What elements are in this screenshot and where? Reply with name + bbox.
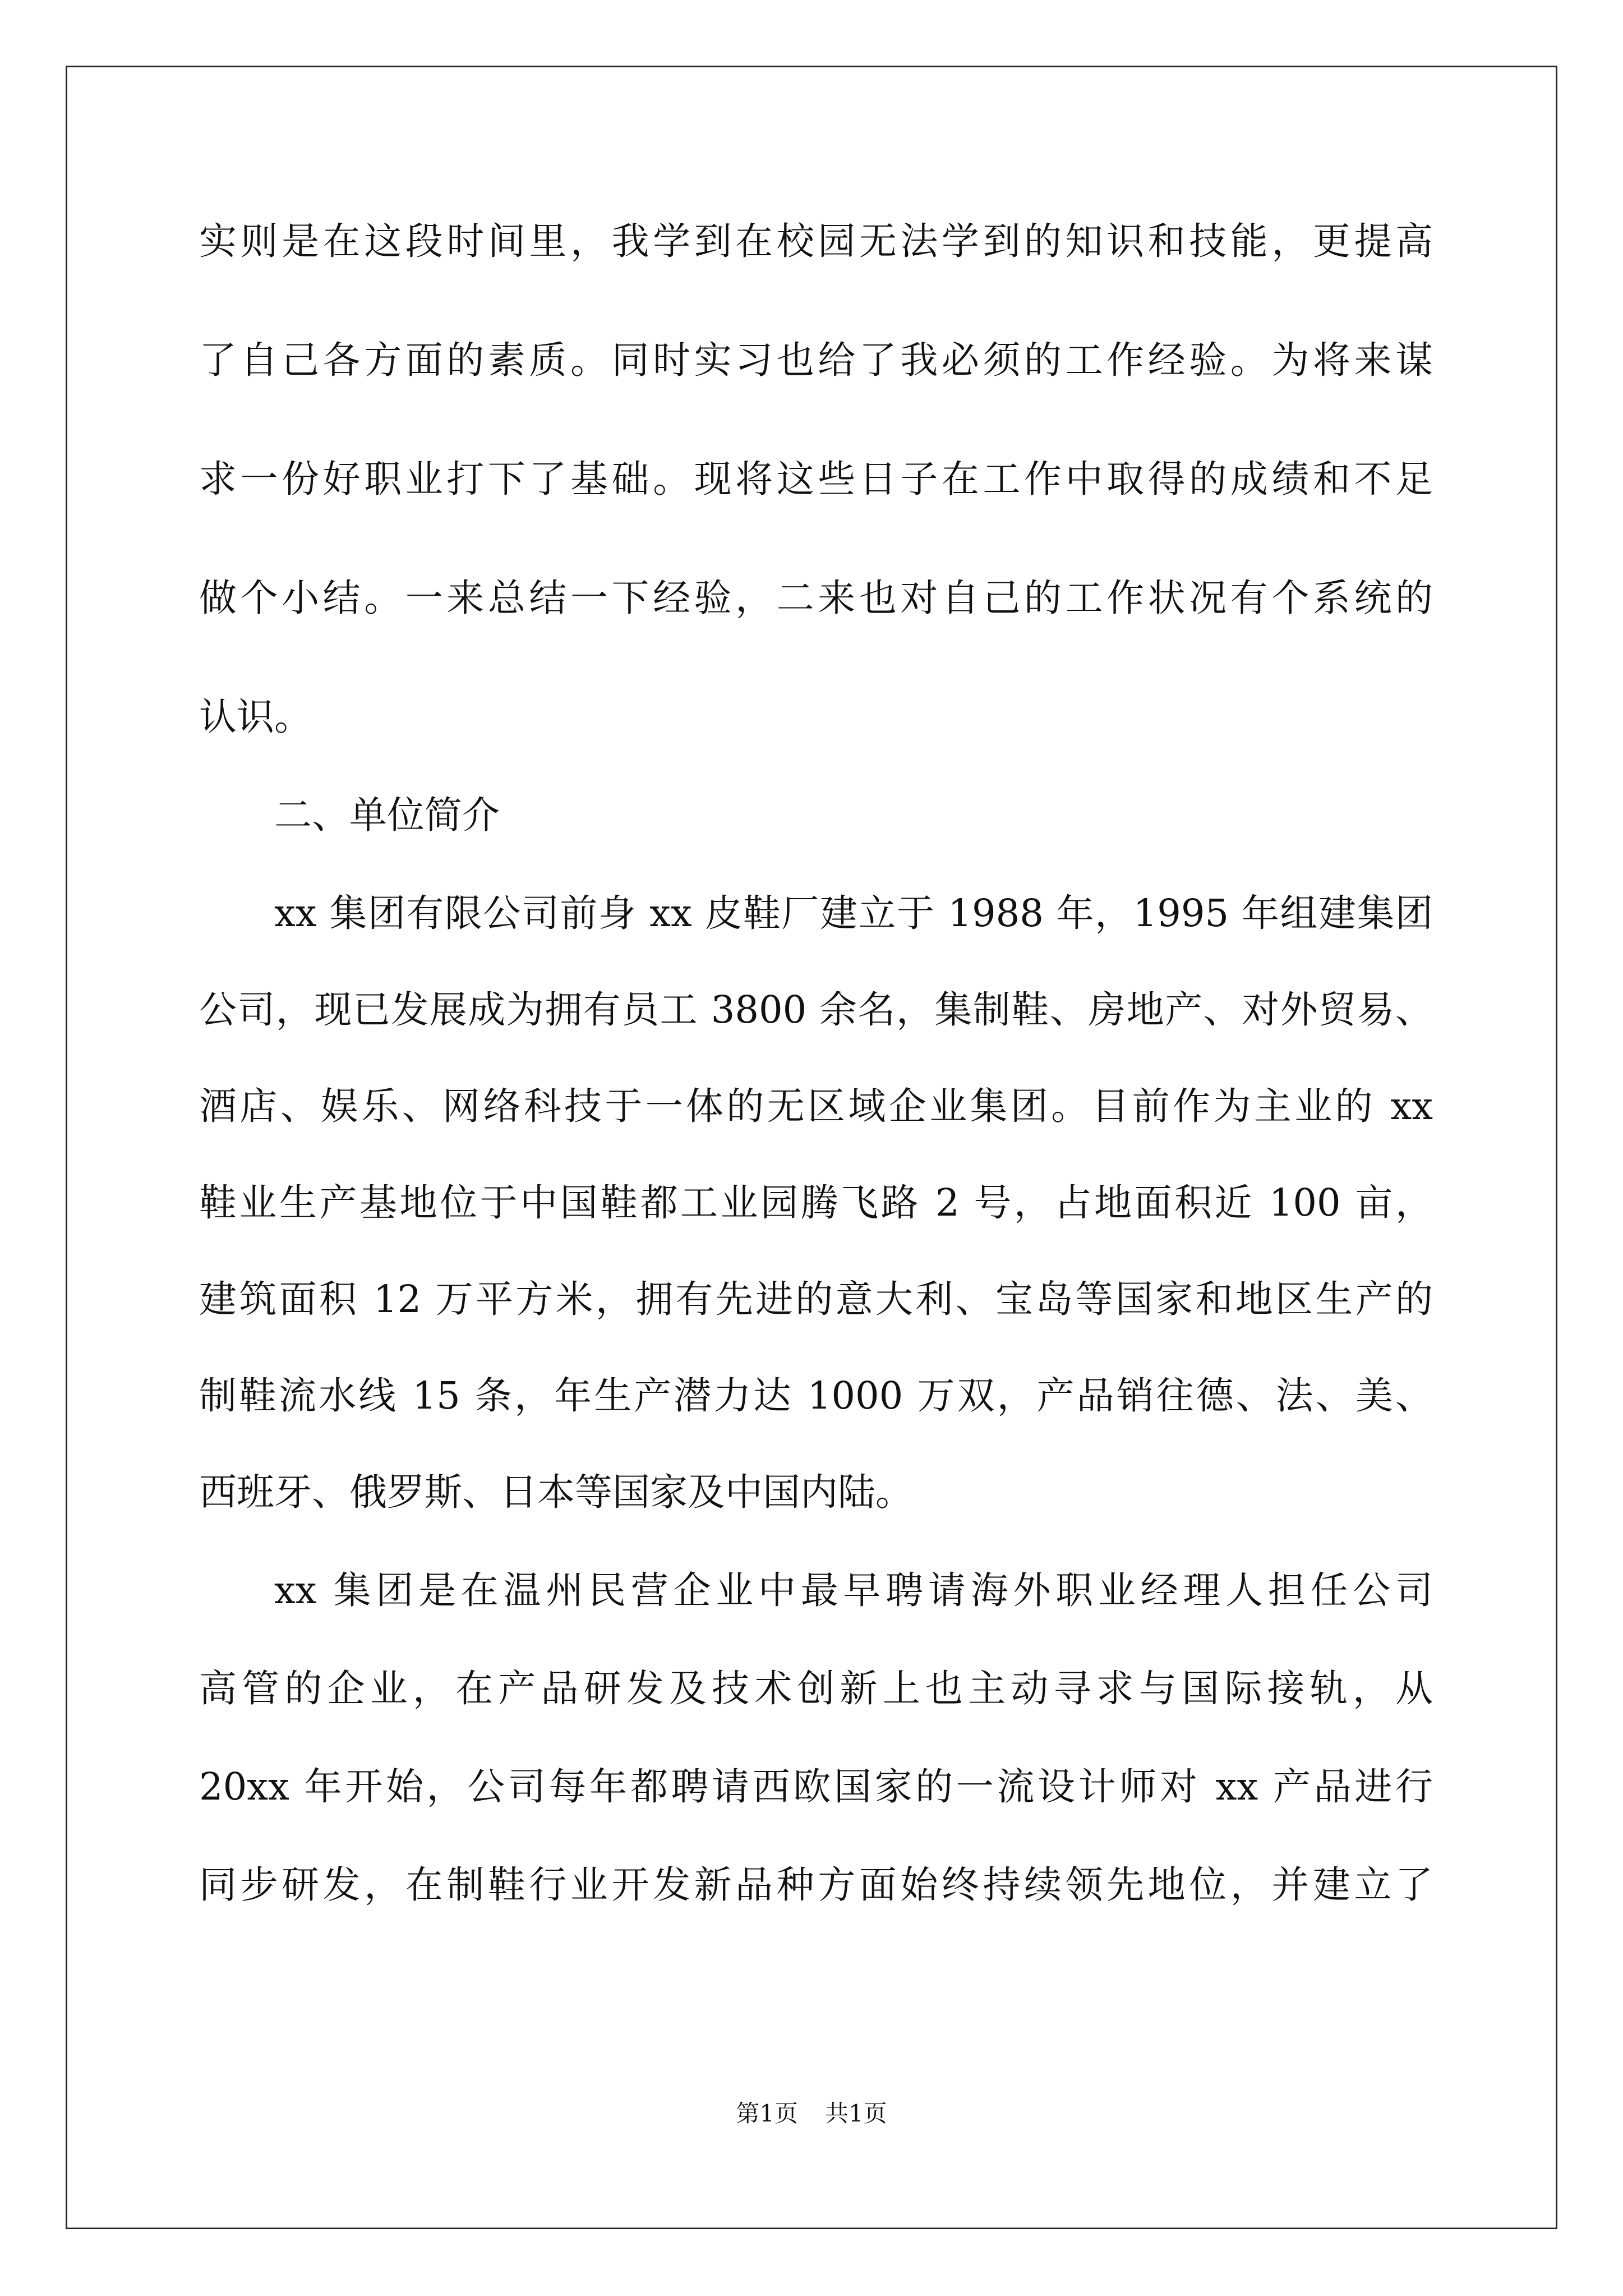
paragraph-line: 同步研发，在制鞋行业开发新品种方面始终持续领先地位，并建立了 — [199, 1863, 1433, 1907]
paragraph-line: 西班牙、俄罗斯、日本等国家及中国内陆。 — [199, 1470, 913, 1514]
section-heading: 二、单位简介 — [274, 793, 500, 837]
paragraph-line: xx 集团有限公司前身 xx 皮鞋厂建立于 1988 年，1995 年组建集团 — [274, 891, 1433, 935]
paragraph-line: 20xx 年开始，公司每年都聘请西欧国家的一流设计师对 xx 产品进行 — [199, 1765, 1433, 1809]
paragraph-line: 实则是在这段时间里，我学到在校园无法学到的知识和技能，更提高 — [199, 219, 1433, 263]
paragraph-line: 了自己各方面的素质。同时实习也给了我必须的工作经验。为将来谋 — [199, 338, 1433, 382]
page-number: 第1页 — [736, 2100, 798, 2127]
page-total: 共1页 — [825, 2100, 887, 2127]
paragraph-line: 做个小结。一来总结一下经验，二来也对自己的工作状况有个系统的 — [199, 576, 1433, 620]
paragraph-line: 高管的企业，在产品研发及技术创新上也主动寻求与国际接轨，从 — [199, 1667, 1433, 1710]
paragraph-line: 鞋业生产基地位于中国鞋都工业园腾飞路 2 号，占地面积近 100 亩， — [199, 1181, 1433, 1225]
paragraph-line: 制鞋流水线 15 条，年生产潜力达 1000 万双，产品销往德、法、美、 — [199, 1374, 1433, 1418]
paragraph-line: 公司，现已发展成为拥有员工 3800 余名，集制鞋、房地产、对外贸易、 — [199, 988, 1433, 1032]
paragraph-line: 认识。 — [199, 695, 312, 739]
paragraph-line: 酒店、娱乐、网络科技于一体的无区域企业集团。目前作为主业的 xx — [199, 1084, 1433, 1128]
paragraph-line: 建筑面积 12 万平方米，拥有先进的意大利、宝岛等国家和地区生产的 — [199, 1277, 1433, 1321]
paragraph-line: xx 集团是在温州民营企业中最早聘请海外职业经理人担任公司 — [274, 1568, 1433, 1612]
paragraph-line: 求一份好职业打下了基础。现将这些日子在工作中取得的成绩和不足 — [199, 457, 1433, 501]
page-footer — [0, 2095, 1623, 2129]
